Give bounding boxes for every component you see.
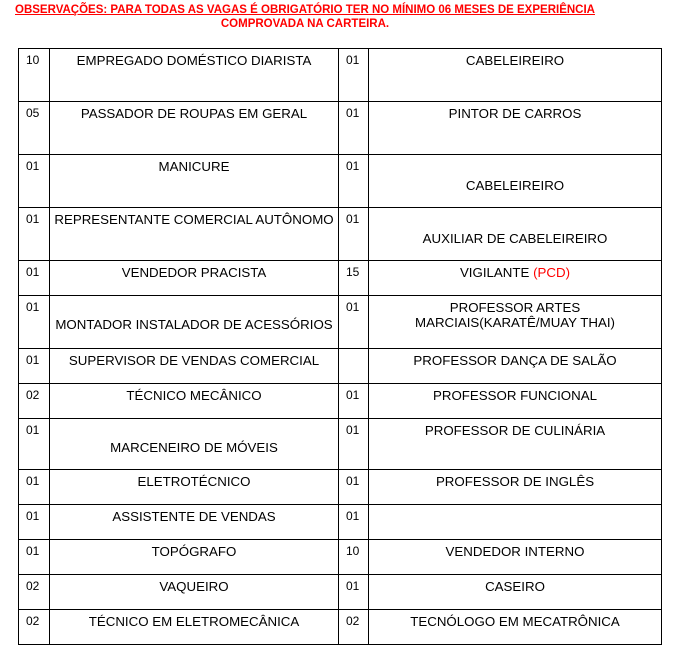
table-row xyxy=(19,505,662,540)
qty-right: 01 xyxy=(339,155,369,208)
qty-left: 02 xyxy=(19,610,50,645)
qty-left: 02 xyxy=(19,384,50,419)
table-row xyxy=(19,102,662,155)
qty-right: 01 xyxy=(339,505,369,540)
role-left: MARCENEIRO DE MÓVEIS xyxy=(50,419,339,470)
table-row xyxy=(19,261,662,296)
role-left: ELETROTÉCNICO xyxy=(50,470,339,505)
qty-left: 01 xyxy=(19,208,50,261)
table-row xyxy=(19,540,662,575)
role-left: TÉCNICO EM ELETROMECÂNICA xyxy=(50,610,339,645)
qty-right: 01 xyxy=(339,470,369,505)
qty-left: 01 xyxy=(19,419,50,470)
qty-right: 10 xyxy=(339,540,369,575)
role-left: MANICURE xyxy=(50,155,339,208)
qty-right: 01 xyxy=(339,384,369,419)
table-row xyxy=(19,384,662,419)
role-right: PROFESSOR DANÇA DE SALÃO xyxy=(369,349,662,384)
role-left: MONTADOR INSTALADOR DE ACESSÓRIOS xyxy=(50,296,339,349)
qty-right: 01 xyxy=(339,419,369,470)
role-left: SUPERVISOR DE VENDAS COMERCIAL xyxy=(50,349,339,384)
role-left: VENDEDOR PRACISTA xyxy=(50,261,339,296)
role-left: TOPÓGRAFO xyxy=(50,540,339,575)
notice xyxy=(0,3,610,31)
qty-left: 01 xyxy=(19,470,50,505)
qty-left: 05 xyxy=(19,102,50,155)
qty-right: 01 xyxy=(339,575,369,610)
role-left: VAQUEIRO xyxy=(50,575,339,610)
role-right: CABELEIREIRO xyxy=(369,49,662,102)
qty-right xyxy=(339,349,369,384)
qty-left: 02 xyxy=(19,575,50,610)
qty-left: 01 xyxy=(19,349,50,384)
qty-right: 02 xyxy=(339,610,369,645)
role-right: PROFESSOR DE INGLÊS xyxy=(369,470,662,505)
table-row xyxy=(19,610,662,645)
pcd-tag: (PCD) xyxy=(533,265,571,280)
table-row xyxy=(19,155,662,208)
table-row xyxy=(19,470,662,505)
role-left: ASSISTENTE DE VENDAS xyxy=(50,505,339,540)
role-left: EMPREGADO DOMÉSTICO DIARISTA xyxy=(50,49,339,102)
table-row xyxy=(19,349,662,384)
qty-right: 01 xyxy=(339,296,369,349)
qty-left: 01 xyxy=(19,505,50,540)
table-row xyxy=(19,49,662,102)
table-row xyxy=(19,419,662,470)
role-left: REPRESENTANTE COMERCIAL AUTÔNOMO xyxy=(50,208,339,261)
qty-left: 01 xyxy=(19,540,50,575)
role-left: PASSADOR DE ROUPAS EM GERAL xyxy=(50,102,339,155)
role-left: TÉCNICO MECÂNICO xyxy=(50,384,339,419)
table-row xyxy=(19,208,662,261)
table-row xyxy=(19,575,662,610)
notice-line-2: COMPROVADA NA CARTEIRA. xyxy=(220,18,390,30)
role-right xyxy=(369,505,662,540)
role-right: CASEIRO xyxy=(369,575,662,610)
qty-right: 01 xyxy=(339,49,369,102)
role-right-name: VIGILANTE xyxy=(459,265,530,280)
role-right: PINTOR DE CARROS xyxy=(369,102,662,155)
qty-right: 15 xyxy=(339,261,369,296)
qty-left: 01 xyxy=(19,261,50,296)
role-right-line-1: PROFESSOR ARTES xyxy=(449,300,581,315)
role-right: VENDEDOR INTERNO xyxy=(369,540,662,575)
qty-right: 01 xyxy=(339,208,369,261)
qty-left: 01 xyxy=(19,296,50,349)
qty-left: 01 xyxy=(19,155,50,208)
role-right: TECNÓLOGO EM MECATRÔNICA xyxy=(369,610,662,645)
qty-right: 01 xyxy=(339,102,369,155)
role-right: CABELEIREIRO xyxy=(369,155,662,208)
role-right: PROFESSOR DE CULINÁRIA xyxy=(369,419,662,470)
qty-left: 10 xyxy=(19,49,50,102)
notice-line-1: OBSERVAÇÕES: PARA TODAS AS VAGAS É OBRIGATÓRIO TER NO MÍNIMO 06 MESES DE EXPERIÊNCIA xyxy=(15,4,595,16)
table-row xyxy=(19,296,662,349)
role-right: PROFESSOR FUNCIONAL xyxy=(369,384,662,419)
job-vacancies-table xyxy=(18,48,662,645)
role-right xyxy=(369,261,662,296)
role-right-line-2: MARCIAIS(KARATÊ/MUAY THAI) xyxy=(415,315,615,330)
role-right xyxy=(369,296,662,349)
role-right: AUXILIAR DE CABELEIREIRO xyxy=(369,208,662,261)
